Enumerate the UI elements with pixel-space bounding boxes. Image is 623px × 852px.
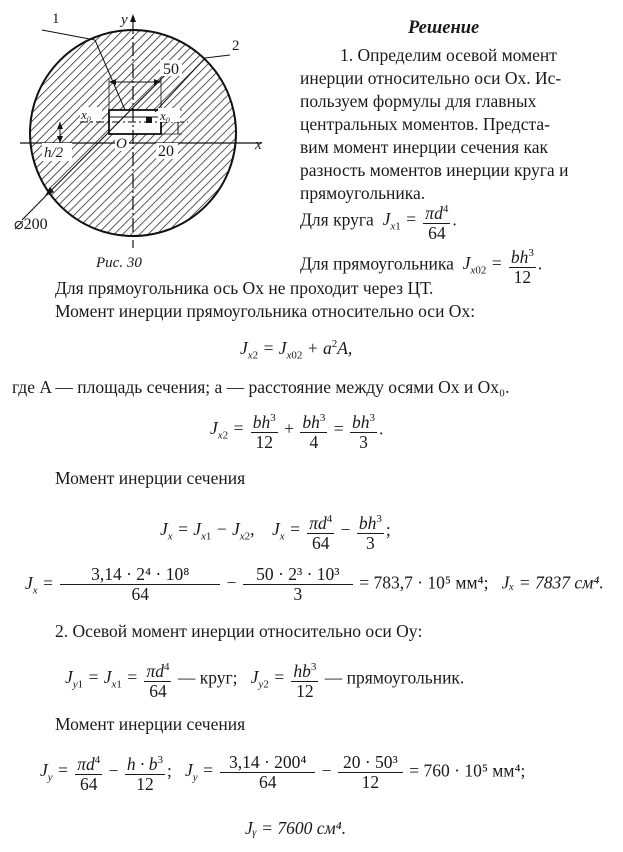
paragraph-line: пользуем формулы для главных (300, 91, 537, 111)
rect-moment-note: Момент инерции прямоугольника относительно оси Ox: (55, 301, 476, 321)
label-x: x (255, 137, 262, 153)
label-h2: h/2 (44, 145, 64, 161)
formula-circle: Для круга $J_{x1}$ = $\frac{\pi d^4}{64}$ . (300, 200, 457, 243)
num-314-24: 3,14 · 2⁴ · 10⁸ (60, 565, 220, 585)
rect-prefix: Для прямоугольника (300, 253, 454, 274)
rect-word: — прямоугольник. (324, 667, 465, 688)
label-2: 2 (232, 38, 240, 54)
den-64: 64 (131, 584, 149, 604)
formula-steiner: $J_{x2} = J_{x02} + a^2A$, (240, 338, 353, 362)
paragraph-line: вим момент инерции сечения как (300, 137, 549, 157)
figure-caption: Рис. 30 (96, 255, 142, 271)
formula-jx: $J_x = J_{x1} - J_{x2}$, $J_x$ = $\frac{\pi d^4}{64}$ − $\frac{bh^3}{3}$ ; (160, 510, 391, 553)
formula-jx-numeric: $J_x$ = $\frac{\text{3,14 · 2⁴ · 10⁸}}{64}$ − $\frac{\text{50 · 2³ · 10³}}{3}$ = 783,7 · 10⁵ мм⁴; Jₓ = 7837 см⁴. (25, 564, 604, 604)
den-64: 64 (259, 771, 277, 792)
paragraph-line: центральных моментов. Предста- (300, 114, 550, 134)
paragraph-line: прямоугольника. (300, 183, 426, 203)
label-1: 1 (52, 11, 60, 27)
num-50: 50 · 2³ · 10³ (243, 565, 353, 585)
circle-word: — круг; (177, 667, 238, 688)
heading-solution: Решение (408, 18, 480, 38)
paragraph-line: 1. Определим осевой момент (340, 45, 557, 65)
section-moment-label-2: Момент инерции сечения (55, 714, 246, 734)
paragraph-line: разность моментов инерции круга и (300, 160, 569, 180)
paragraph-line: инерции относительно оси Ox. Ис- (300, 68, 562, 88)
label-x0-left: x₀ (81, 107, 92, 122)
label-origin: O (116, 136, 127, 152)
formula-rect: Для прямоугольника $J_{x02}$ = $\frac{bh^3}{12}$ . (300, 244, 542, 287)
den-3: 3 (293, 584, 303, 604)
paragraph-2: 2. Осевой момент инерции относительно оси Oy: (55, 621, 423, 641)
rect-axis-note: Для прямоугольника ось Ox не проходит через ЦТ. (55, 278, 434, 298)
label-dim-50: 50 (163, 61, 179, 78)
jy-result: = 760 · 10⁵ мм⁴; (409, 760, 526, 781)
jx-result: = 783,7 · 10⁵ мм⁴; (359, 572, 489, 593)
formula-jy-parts: $J_{y1} = J_{x1}$ = $\frac{\pi d^4}{64}$ — круг; $J_{y2}$ = $\frac{hb^3}{12}$ — прямоугольник. (65, 658, 464, 701)
formula-jy: $J_y$ = $\frac{\pi d^4}{64}$ − $\frac{h \cdot b^3}{12}$ ; $J_y$ = $\frac{\text{3,14 · 200⁴}}{64}$ − $\frac{\text{20 · 50³}}{12}$ = 760 · 10⁵ мм⁴; (40, 751, 526, 794)
num-314-200: 3,14 · 200⁴ (220, 753, 315, 773)
formula-jx2: $J_{x2}$ = $\frac{bh^3}{12}$ + $\frac{bh^3}{4}$ = $\frac{bh^3}{3}$ . (210, 409, 383, 452)
den-12: 12 (361, 771, 380, 792)
label-diameter: ⌀200 (14, 216, 48, 233)
label-y: y (121, 12, 128, 28)
jy-final: Jᵧ = 7600 см⁴. (245, 818, 347, 838)
label-dim-20: 20 (158, 143, 174, 160)
num-20-50: 20 · 50³ (338, 753, 403, 773)
jx-final: Jₓ = 7837 см⁴. (501, 572, 604, 593)
section-moment-label-1: Момент инерции сечения (55, 468, 246, 488)
label-x0-right: x₀ (160, 108, 171, 123)
where-line: где A — площадь сечения; a — расстояние между осями Ox и Ox₀. (12, 377, 510, 397)
circle-prefix: Для круга (300, 209, 374, 230)
